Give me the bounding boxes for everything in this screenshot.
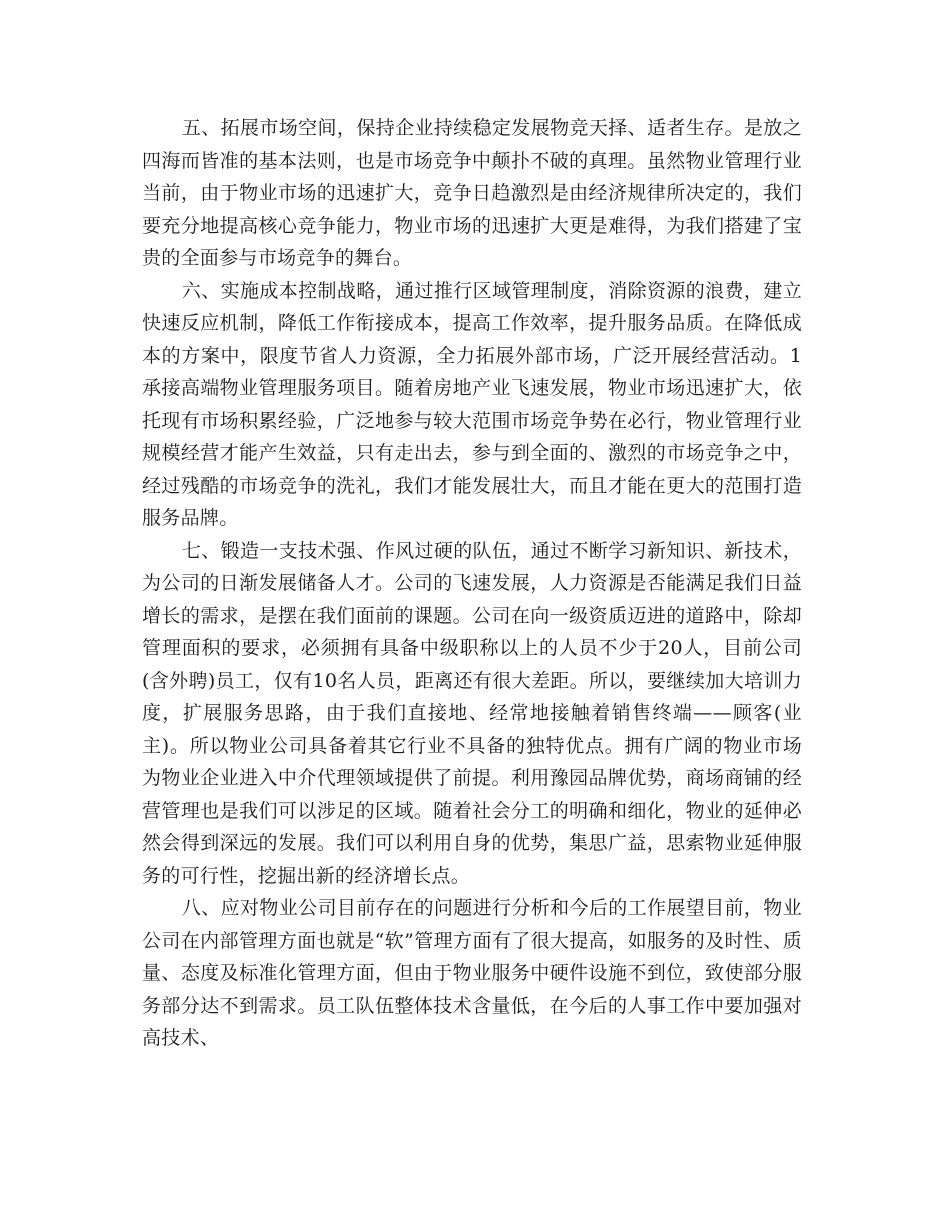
paragraph-section-7: 七、锻造一支技术强、作风过硬的队伍，通过不断学习新知识、新技术，为公司的日渐发展储备人才。公司的飞速发展，人力资源是否能满足我们日益增长的需求，是摆在我们面前的课题。公司在向一级资质迈进的道路中，除却管理面积的要求，必须拥有具备中级职称以上的人员不少于20人，目前公司(含外聘)员工，仅有10名人员，距离还有很大差距。所以，要继续加大培训力度，扩展服务思路，由于我们直接地、经常地接触着销售终端——顾客(业主)。所以物业公司具备着其它行业不具备的独特优点。拥有广阔的物业市场为物业企业进入中介代理领域提供了前提。利用豫园品牌优势，商场商铺的经营管理也是我们可以涉足的区域。随着社会分工的明确和细化，物业的延伸必然会得到深远的发展。我们可以利用自身的优势，集思广益，思索物业延伸服务的可行性，挖掘出新的经济增长点。 xyxy=(142,539,802,887)
paragraph-section-6: 六、实施成本控制战略，通过推行区域管理制度，消除资源的浪费，建立快速反应机制，降低工作衔接成本，提高工作效率，提升服务品质。在降低成本的方案中，限度节省人力资源，全力拓展外部市场，广泛开展经营活动。1承接高端物业管理服务项目。随着房地产业飞速发展，物业市场迅速扩大，依托现有市场积累经验，广泛地参与较大范围市场竞争势在必行，物业管理行业规模经营才能产生效益，只有走出去，参与到全面的、激烈的市场竞争之中，经过残酷的市场竞争的洗礼，我们才能发展壮大，而且才能在更大的范围打造服务品牌。 xyxy=(142,279,802,529)
document-body xyxy=(142,112,802,1055)
paragraph-section-8: 八、应对物业公司目前存在的问题进行分析和今后的工作展望目前，物业公司在内部管理方面也就是“软”管理方面有了很大提高，如服务的及时性、质量、态度及标准化管理方面，但由于物业服务中硬件设施不到位，致使部分服务部分达不到需求。员工队伍整体技术含量低，在今后的人事工作中要加强对高技术、 xyxy=(142,897,802,1049)
paragraph-section-5: 五、拓展市场空间，保持企业持续稳定发展物竞天择、适者生存。是放之四海而皆准的基本法则，也是市场竞争中颠扑不破的真理。虽然物业管理行业当前，由于物业市场的迅速扩大，竞争日趋激烈是由经济规律所决定的，我们要充分地提高核心竞争能力，物业市场的迅速扩大更是难得，为我们搭建了宝贵的全面参与市场竞争的舞台。 xyxy=(142,117,802,269)
